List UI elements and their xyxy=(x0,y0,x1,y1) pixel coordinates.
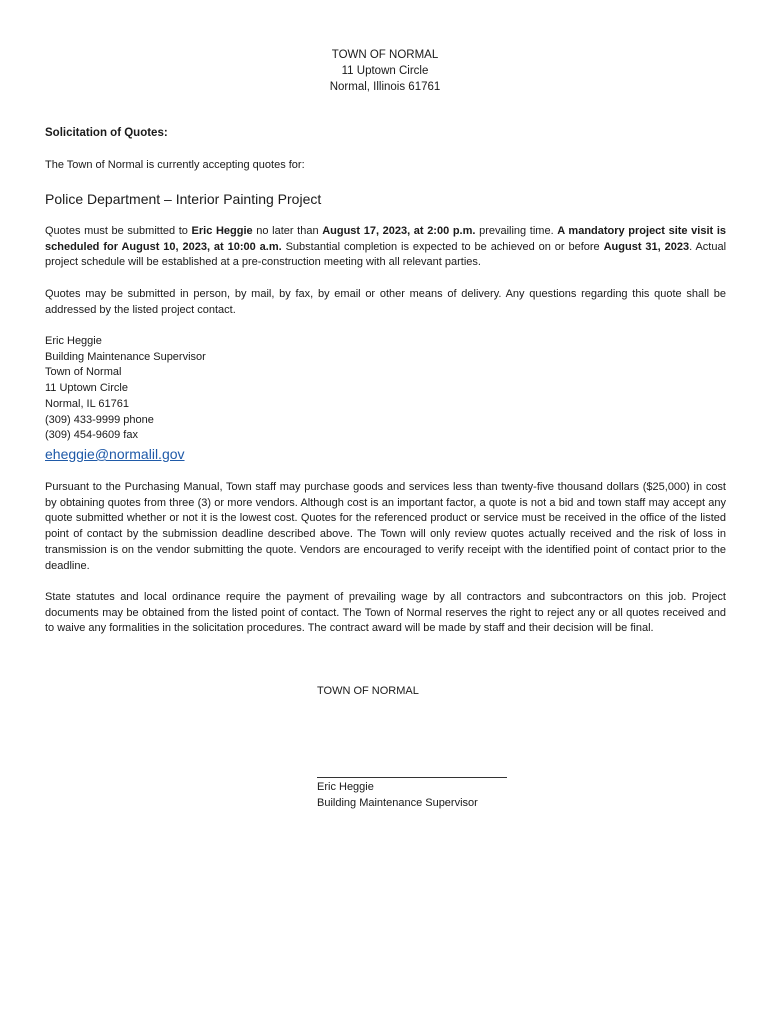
letterhead xyxy=(0,47,770,95)
contact-block xyxy=(45,334,726,465)
signature-name: Eric Heggie xyxy=(317,781,374,793)
para1-deadline: August 17, 2023, at 2:00 p.m. xyxy=(322,225,476,237)
contact-address-line-1: 11 Uptown Circle xyxy=(45,382,128,395)
prevailing-wage-paragraph: State statutes and local ordinance require the payment of prevailing wage by all contractors and subcontractors on this job. Project documents may be obtained from the listed point of contact. The Town of Normal reserves the right to reject any or all quotes received and to waive any formalities in the solicitation procedures. The contract award will be made by staff and their decision will be final. xyxy=(45,591,726,635)
contact-name: Eric Heggie xyxy=(45,335,102,347)
para1-text-1: Quotes must be submitted to xyxy=(45,225,192,237)
contact-title: Building Maintenance Supervisor xyxy=(45,350,206,363)
letterhead-address: 11 Uptown Circle xyxy=(341,65,429,77)
contact-email-link[interactable]: eheggie@normalil.gov xyxy=(45,445,185,462)
signature-block xyxy=(317,780,478,811)
para1-completion-date: August 31, 2023 xyxy=(603,240,690,253)
letterhead-org: TOWN OF NORMAL xyxy=(331,49,439,61)
para1-contact-name: Eric Heggie xyxy=(191,225,253,237)
delivery-paragraph: Quotes may be submitted in person, by mail, by fax, by email or other means of delivery. Any questions regarding this quote shall be addressed by the listed project contact. xyxy=(45,288,726,316)
solicitation-heading: Solicitation of Quotes: xyxy=(45,127,168,139)
signature-org: TOWN OF NORMAL xyxy=(317,685,419,697)
signature-line xyxy=(317,777,507,778)
contact-address-line-2: Normal, IL 61761 xyxy=(45,397,129,410)
contact-org: Town of Normal xyxy=(45,366,122,379)
para1-text-3: prevailing time. xyxy=(475,225,558,237)
project-title: Police Department – Interior Painting Project xyxy=(45,191,322,207)
letterhead-city: Normal, Illinois 61761 xyxy=(329,81,441,93)
para1-text-5: . Actual project schedule will be established at a pre-construction meeting with all relevant parties. xyxy=(45,240,727,269)
para1-text-2: no later than xyxy=(252,225,323,237)
para1-site-visit: A mandatory project site visit is scheduled for August 10, 2023, at 10:00 a.m. xyxy=(45,225,726,253)
para1-text-4: Substantial completion is expected to be achieved on or before xyxy=(281,240,604,253)
signature-title: Building Maintenance Supervisor xyxy=(317,796,478,809)
contact-phone: (309) 433-9999 phone xyxy=(45,413,154,426)
submission-paragraph xyxy=(45,224,726,271)
intro-text: The Town of Normal is currently accepting quotes for: xyxy=(45,159,305,171)
contact-fax: (309) 454-9609 fax xyxy=(45,429,138,442)
purchasing-paragraph: Pursuant to the Purchasing Manual, Town staff may purchase goods and services less than twenty-five thousand dollars ($25,000) in cost by obtaining quotes from three (3) or more vendors. Although cost is an important factor, a quote is not a bid and town staff may accept any quote submitted whether or not it is the lowest cost. Quotes for the referenced product or service must be received in the office of the listed point of contact by the submission deadline described above. The Town will only review quotes actually received and the risk of loss in transmission is on the vendor submitting the quote. Vendors are encouraged to verify receipt with the identified point of contact prior to the deadline. xyxy=(45,481,726,572)
